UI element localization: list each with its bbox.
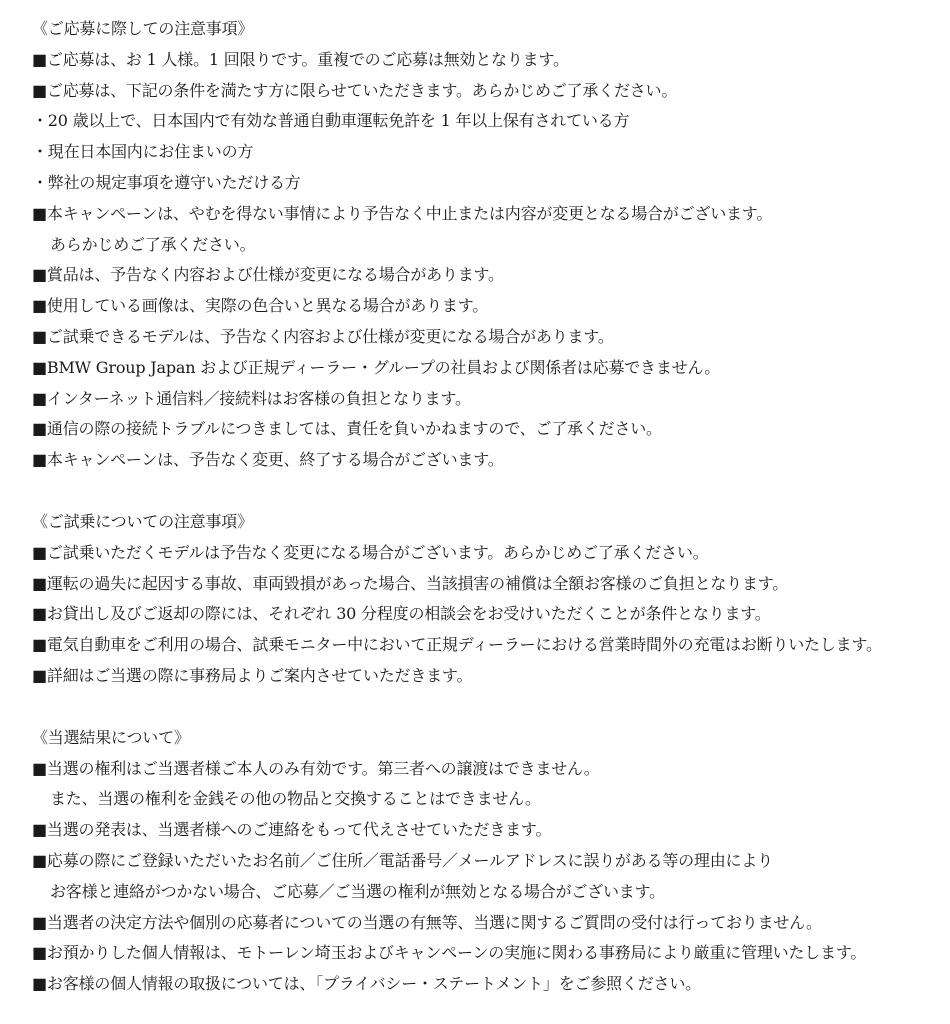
notice-line: ■当選の発表は、当選者様へのご連絡をもって代えさせていただきます。 [32,820,552,840]
notice-line: ■お貸出し及びご返却の際には、それぞれ 30 分程度の相談会をお受けいただくことが条件となります。 [32,604,771,624]
notice-continuation-line: また、当選の権利を金銭その他の物品と交換することはできません。 [50,789,541,809]
terms-document [32,14,947,1000]
notice-line: ■ご応募は、お 1 人様。1 回限りです。重複でのご応募は無効となります。 [32,49,569,69]
notice-line: ■通信の際の接続トラブルにつきましては、責任を負いかねますので、ご了承ください。 [32,419,662,439]
notice-line: ■本キャンペーンは、やむを得ない事情により予告なく中止または内容が変更となる場合がございます。 [32,203,773,223]
notice-line: ■応募の際にご登録いただいたお名前／ご住所／電話番号／メールアドレスに誤りがある等の理由により [32,850,773,870]
notice-continuation-line: あらかじめご了承ください。 [50,234,256,254]
section-application-notes [32,14,947,476]
condition-line: ・弊社の規定事項を遵守いただける方 [32,172,301,192]
notice-line: ■ご試乗いただくモデルは予告なく変更になる場合がございます。あらかじめご了承ください。 [32,542,709,562]
notice-line: ■詳細はご当選の際に事務局よりご案内させていただきます。 [32,665,473,685]
section-winner-results [32,723,947,1000]
condition-line: ・20 歳以上で、日本国内で有効な普通自動車運転免許を 1 年以上保有されている方 [32,111,630,131]
notice-line: ■本キャンペーンは、予告なく変更、終了する場合がございます。 [32,450,504,470]
notice-line: ■当選者の決定方法や個別の応募者についての当選の有無等、当選に関するご質問の受付は行っておりません。 [32,912,822,932]
notice-line: ■ご応募は、下記の条件を満たす方に限らせていただきます。あらかじめご了承ください。 [32,80,678,100]
notice-line: ■ご試乗できるモデルは、予告なく内容および仕様が変更になる場合があります。 [32,326,614,346]
section-heading: 《ご試乗についての注意事項》 [32,511,253,531]
notice-line: ■BMW Group Japan および正規ディーラー・グループの社員および関係者は応募できません。 [32,357,721,377]
notice-line: ■運転の過失に起因する事故、車両毀損があった場合、当該損害の補償は全額お客様のご負担となります。 [32,573,789,593]
notice-line: ■賞品は、予告なく内容および仕様が変更になる場合があります。 [32,265,504,285]
section-heading: 《当選結果について》 [32,727,190,747]
condition-line: ・現在日本国内にお住まいの方 [32,142,254,162]
notice-line: ■当選の権利はご当選者様ご本人のみ有効です。第三者への譲渡はできません。 [32,758,600,778]
notice-line: ■インターネット通信料／接続料はお客様の負担となります。 [32,388,471,408]
notice-line: ■お預かりした個人情報は、モトーレン埼玉およびキャンペーンの実施に関わる事務局により厳重に管理いたします。 [32,943,867,963]
notice-continuation-line: お客様と連絡がつかない場合、ご応募／ご当選の権利が無効となる場合がございます。 [50,881,665,901]
notice-line: ■お客様の個人情報の取扱については、「プライバシー・ステートメント」をご参照ください。 [32,974,701,994]
section-test-drive-notes [32,507,947,692]
notice-line: ■電気自動車をご利用の場合、試乗モニター中において正規ディーラーにおける営業時間外の充電はお断りいたします。 [32,635,882,655]
section-heading: 《ご応募に際しての注意事項》 [32,19,254,38]
notice-line: ■使用している画像は、実際の色合いと異なる場合があります。 [32,296,489,316]
